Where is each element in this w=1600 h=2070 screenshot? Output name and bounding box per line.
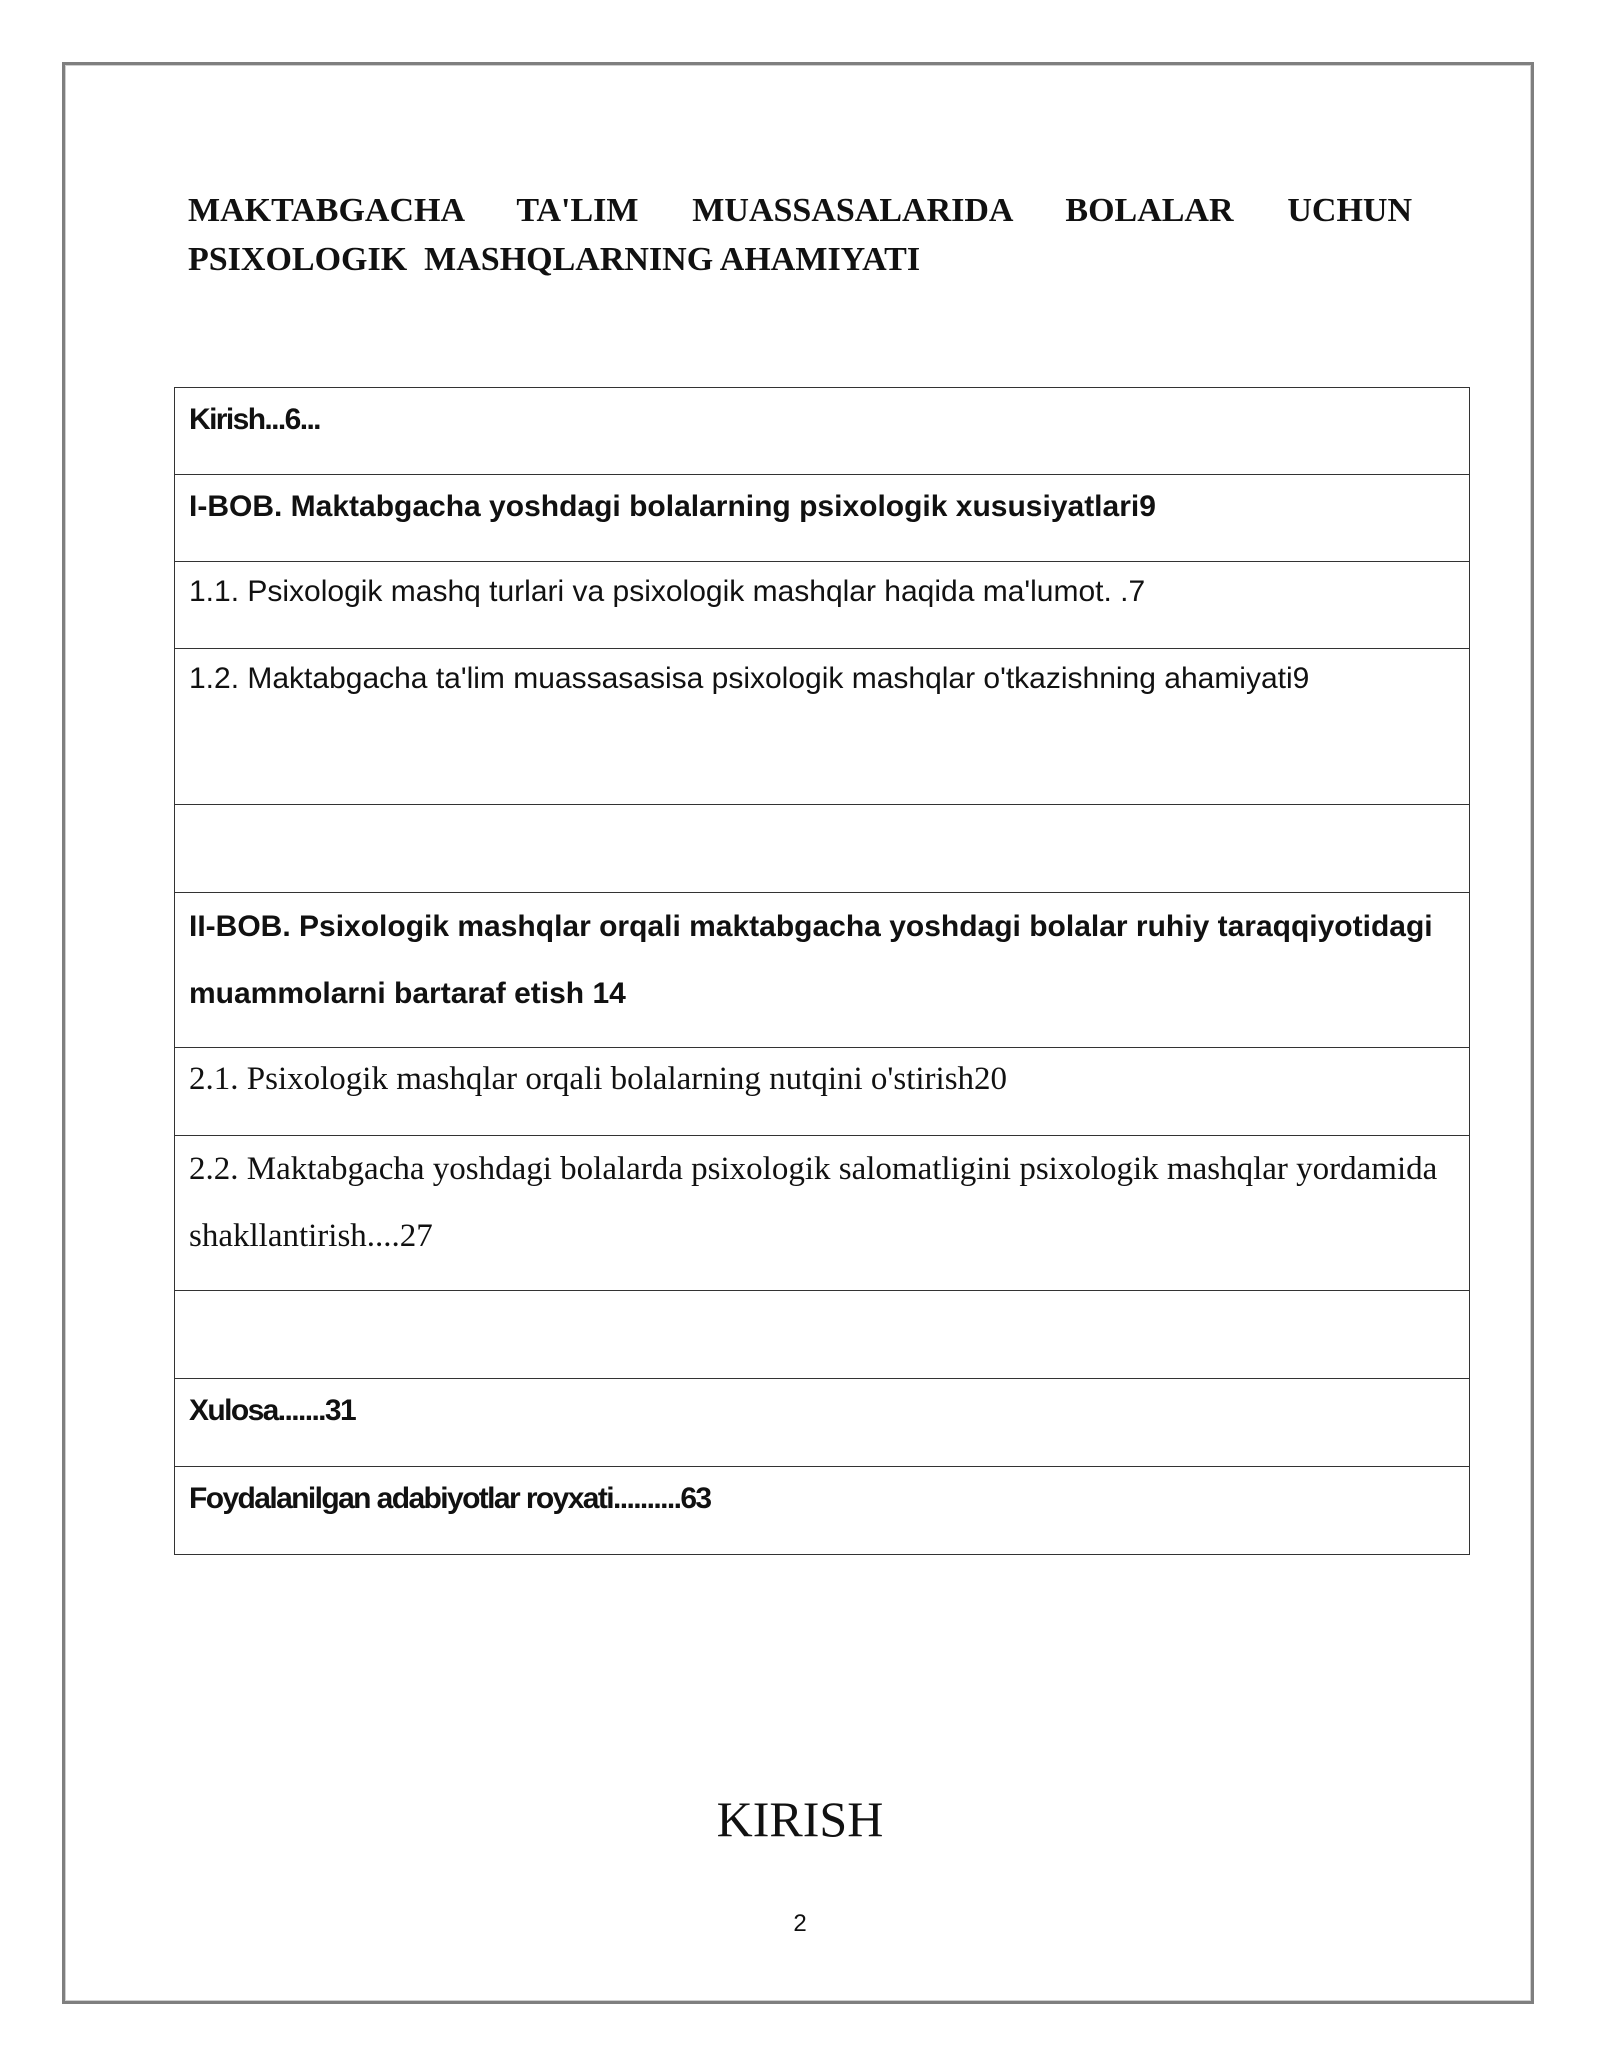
- toc-entry-chapter-1: [175, 475, 1470, 562]
- page-number: 2: [793, 1910, 807, 1937]
- toc-entry-2-1: [175, 1048, 1470, 1136]
- toc-row: [175, 1048, 1470, 1136]
- toc-entry-chapter-2: [175, 893, 1470, 1048]
- toc-row: [175, 562, 1470, 649]
- toc-entry-empty: [175, 805, 1470, 893]
- toc-entry-text: 2.2. Maktabgacha yoshdagi bolalarda psixologik salomatligini psixologik mashqlar yordamida shakllantirish....27: [189, 1151, 1438, 1254]
- toc-entry-text: I-BOB. Maktabgacha yoshdagi bolalarning psixologik xususiyatlari9: [189, 490, 1156, 523]
- document-title-line-2: PSIXOLOGIK MASHQLARNING AHAMIYATI: [188, 241, 921, 278]
- toc-row: [175, 649, 1470, 805]
- toc-entry-text: 1.2. Maktabgacha ta'lim muassasasisa psixologik mashqlar o'tkazishning ahamiyati9: [189, 662, 1310, 695]
- toc-entry-2-2: [175, 1136, 1470, 1291]
- toc-row: [175, 1136, 1470, 1291]
- toc-entry-empty: [175, 1291, 1470, 1379]
- toc-row: [175, 475, 1470, 562]
- toc-entry-text: II-BOB. Psixologik mashqlar orqali maktabgacha yoshdagi bolalar ruhiy taraqqiyotidagi muammolarni bartaraf etish 14: [189, 910, 1433, 1010]
- toc-entry-text: 2.1. Psixologik mashqlar orqali bolalarning nutqini o'stirish20: [189, 1061, 1008, 1097]
- toc-entry-1-1: [175, 562, 1470, 649]
- toc-entry-kirish: [175, 388, 1470, 475]
- toc-entry-1-2: [175, 649, 1470, 805]
- toc-row: [175, 388, 1470, 475]
- toc-entry-text: Foydalanilgan adabiyotlar royxati..........63: [189, 1482, 711, 1515]
- document-title: [188, 186, 1412, 284]
- toc-row: [175, 1467, 1470, 1555]
- toc-entry-bibliography: [175, 1467, 1470, 1555]
- toc-row: [175, 805, 1470, 893]
- toc-entry-text: Kirish...6...: [189, 403, 320, 436]
- toc-entry-text: Xulosa.......31: [189, 1394, 356, 1427]
- toc-row: [175, 1291, 1470, 1379]
- document-title-line-1: MAKTABGACHA TA'LIM MUASSASALARIDA BOLALAR UCHUN: [188, 192, 1412, 229]
- toc-row: [175, 893, 1470, 1048]
- section-heading: KIRISH: [716, 1791, 884, 1847]
- table-of-contents: [174, 387, 1470, 1555]
- toc-entry-xulosa: [175, 1379, 1470, 1467]
- toc-entry-text: 1.1. Psixologik mashq turlari va psixologik mashqlar haqida ma'lumot. .7: [189, 575, 1146, 608]
- toc-row: [175, 1379, 1470, 1467]
